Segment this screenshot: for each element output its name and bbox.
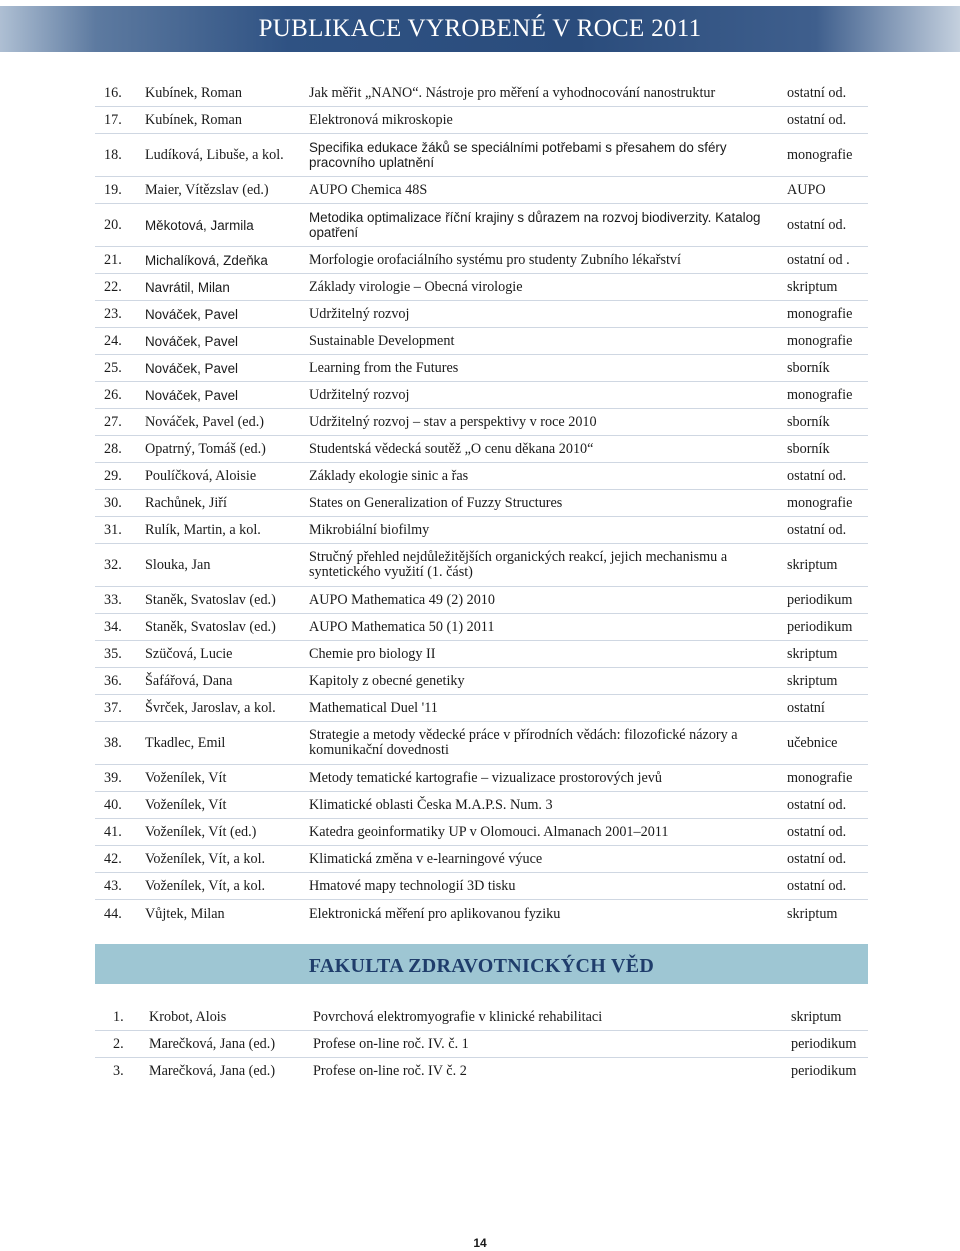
- row-type: periodikum: [787, 591, 853, 608]
- row-title: Povrchová elektromyografie v klinické rehabilitaci: [313, 1008, 603, 1025]
- row-type: monografie: [787, 494, 853, 511]
- table-row: [95, 900, 868, 928]
- row-author: Marečková, Jana (ed.): [149, 1035, 276, 1052]
- row-number: 39.: [104, 769, 122, 786]
- row-type: monografie: [787, 769, 853, 786]
- table-row: [95, 517, 868, 544]
- row-author: Nováček, Pavel: [145, 306, 239, 322]
- table-row: [95, 382, 868, 409]
- row-title: Morfologie orofaciálního systému pro studenty Zubního lékařství: [309, 251, 681, 268]
- table-row: [95, 722, 868, 765]
- table-row: [95, 274, 868, 301]
- row-number: 24.: [104, 332, 122, 349]
- row-title: Kapitoly z obecné genetiky: [309, 672, 465, 689]
- row-author: Staněk, Svatoslav (ed.): [145, 591, 276, 608]
- publications-table: [95, 80, 868, 928]
- row-title: Katedra geoinformatiky UP v Olomouci. Almanach 2001–2011: [309, 823, 669, 840]
- row-title: Stručný přehled nejdůležitějších organických reakcí, jejich mechanismu a syntetického využití (1. část): [309, 549, 728, 580]
- table-row: [95, 846, 868, 873]
- row-number: 40.: [104, 796, 122, 813]
- row-number: 25.: [104, 359, 122, 376]
- table-row: [95, 792, 868, 819]
- table-row: [95, 177, 868, 204]
- row-number: 22.: [104, 278, 122, 295]
- row-author: Nováček, Pavel (ed.): [145, 413, 264, 430]
- row-author: Rachůnek, Jiří: [145, 494, 227, 511]
- row-type: monografie: [787, 332, 853, 349]
- row-number: 42.: [104, 850, 122, 867]
- row-title: AUPO Mathematica 50 (1) 2011: [309, 618, 495, 635]
- row-type: skriptum: [787, 645, 838, 662]
- row-type: AUPO: [787, 181, 826, 198]
- row-number: 17.: [104, 111, 122, 128]
- row-number: 38.: [104, 734, 122, 751]
- page-title: PUBLIKACE VYROBENÉ V ROCE 2011: [258, 15, 702, 42]
- row-type: ostatní od.: [787, 823, 847, 840]
- row-number: 2.: [113, 1035, 124, 1052]
- table-row: [95, 819, 868, 846]
- row-type: sborník: [787, 359, 830, 376]
- table-row: [95, 409, 868, 436]
- row-title: Metody tematické kartografie – vizualizace prostorových jevů: [309, 769, 662, 786]
- row-title: Strategie a metody vědecké práce v přírodních vědách: filozofické názory a komunikační dovednosti: [309, 727, 738, 758]
- table-row: [95, 1058, 868, 1084]
- row-title: Learning from the Futures: [309, 359, 459, 376]
- row-author: Maier, Vítězslav (ed.): [145, 181, 269, 198]
- row-type: ostatní od.: [787, 111, 847, 128]
- row-type: učebnice: [787, 734, 838, 751]
- faculty-publications-table: [95, 1004, 868, 1084]
- row-author: Staněk, Svatoslav (ed.): [145, 618, 276, 635]
- row-title: AUPO Mathematica 49 (2) 2010: [309, 591, 495, 608]
- row-number: 18.: [104, 146, 122, 163]
- table-row: [95, 873, 868, 900]
- row-author: Měkotová, Jarmila: [145, 217, 254, 233]
- row-type: skriptum: [787, 905, 838, 922]
- row-author: Voženílek, Vít, a kol.: [145, 850, 266, 867]
- row-number: 34.: [104, 618, 122, 635]
- row-number: 32.: [104, 556, 122, 573]
- row-author: Šafářová, Dana: [145, 672, 233, 689]
- table-row: [95, 587, 868, 614]
- section-title: FAKULTA ZDRAVOTNICKÝCH VĚD: [308, 955, 655, 977]
- row-number: 23.: [104, 305, 122, 322]
- row-number: 29.: [104, 467, 122, 484]
- table-row: [95, 80, 868, 107]
- row-author: Szüčová, Lucie: [145, 645, 233, 662]
- table-row: [95, 614, 868, 641]
- row-title: Základy ekologie sinic a řas: [309, 467, 469, 484]
- row-title: Metodika optimalizace říční krajiny s důrazem na rozvoj biodiverzity. Katalog opatření: [309, 210, 761, 240]
- row-title: Sustainable Development: [309, 332, 455, 349]
- row-number: 44.: [104, 905, 122, 922]
- table-row: [95, 641, 868, 668]
- table-row: [95, 668, 868, 695]
- row-title: AUPO Chemica 48S: [309, 181, 428, 198]
- row-title: Jak měřit „NANO“. Nástroje pro měření a vyhodnocování nanostruktur: [309, 84, 716, 101]
- row-title: Elektronová mikroskopie: [309, 111, 453, 128]
- row-number: 19.: [104, 181, 122, 198]
- row-title: Klimatická změna v e-learningové výuce: [309, 850, 543, 867]
- row-author: Michalíková, Zdeňka: [145, 252, 268, 268]
- table-row: [95, 490, 868, 517]
- row-author: Tkadlec, Emil: [145, 734, 226, 751]
- row-author: Ludíková, Libuše, a kol.: [145, 146, 284, 163]
- row-title: Studentská vědecká soutěž „O cenu děkana 2010“: [309, 440, 594, 457]
- table-row: [95, 204, 868, 247]
- row-type: skriptum: [787, 672, 838, 689]
- page-banner: [0, 6, 960, 52]
- row-number: 16.: [104, 84, 122, 101]
- row-author: Slouka, Jan: [145, 556, 211, 573]
- row-number: 27.: [104, 413, 122, 430]
- row-author: Voženílek, Vít, a kol.: [145, 877, 266, 894]
- row-author: Švrček, Jaroslav, a kol.: [145, 699, 276, 716]
- row-author: Poulíčková, Aloisie: [145, 467, 257, 484]
- table-row: [95, 463, 868, 490]
- table-row: [95, 1031, 868, 1058]
- row-type: periodikum: [791, 1062, 857, 1079]
- row-author: Kubínek, Roman: [145, 84, 242, 101]
- row-title: Elektronická měření pro aplikovanou fyziku: [309, 905, 561, 922]
- row-author: Voženílek, Vít: [145, 769, 227, 786]
- row-type: monografie: [787, 305, 853, 322]
- row-type: sborník: [787, 413, 830, 430]
- page-number: 14: [473, 1236, 487, 1250]
- row-number: 41.: [104, 823, 122, 840]
- row-type: ostatní od .: [787, 251, 850, 268]
- row-author: Rulík, Martin, a kol.: [145, 521, 261, 538]
- row-type: ostatní od.: [787, 850, 847, 867]
- row-number: 26.: [104, 386, 122, 403]
- row-number: 37.: [104, 699, 122, 716]
- row-title: Mathematical Duel '11: [309, 699, 438, 716]
- row-title: Specifika edukace žáků se speciálními potřebami s přesahem do sféry pracovního uplatnění: [309, 140, 727, 170]
- table-row: [95, 134, 868, 177]
- row-number: 35.: [104, 645, 122, 662]
- row-type: ostatní: [787, 699, 825, 716]
- table-row: [95, 247, 868, 274]
- table-row: [95, 695, 868, 722]
- table-row: [95, 107, 868, 134]
- row-author: Marečková, Jana (ed.): [149, 1062, 276, 1079]
- row-number: 31.: [104, 521, 122, 538]
- row-number: 1.: [113, 1008, 124, 1025]
- table-row: [95, 436, 868, 463]
- row-type: monografie: [787, 146, 853, 163]
- row-number: 36.: [104, 672, 122, 689]
- row-title: Chemie pro biology II: [309, 645, 436, 662]
- row-type: ostatní od.: [787, 84, 847, 101]
- row-type: skriptum: [787, 556, 838, 573]
- row-number: 21.: [104, 251, 122, 268]
- row-number: 33.: [104, 591, 122, 608]
- row-number: 43.: [104, 877, 122, 894]
- row-title: Profese on-line roč. IV. č. 1: [313, 1035, 469, 1052]
- row-title: States on Generalization of Fuzzy Structures: [309, 494, 563, 511]
- row-type: ostatní od.: [787, 216, 847, 233]
- row-type: ostatní od.: [787, 521, 847, 538]
- row-title: Udržitelný rozvoj – stav a perspektivy v roce 2010: [309, 413, 597, 430]
- row-type: skriptum: [787, 278, 838, 295]
- row-type: periodikum: [791, 1035, 857, 1052]
- row-author: Nováček, Pavel: [145, 360, 239, 376]
- row-type: monografie: [787, 386, 853, 403]
- row-title: Mikrobiální biofilmy: [309, 521, 430, 538]
- row-number: 3.: [113, 1062, 124, 1079]
- row-title: Základy virologie – Obecná virologie: [309, 278, 523, 295]
- row-title: Profese on-line roč. IV č. 2: [313, 1062, 467, 1079]
- row-author: Krobot, Alois: [149, 1008, 227, 1025]
- row-author: Nováček, Pavel: [145, 387, 239, 403]
- table-row: [95, 1004, 868, 1031]
- row-author: Vůjtek, Milan: [145, 905, 225, 922]
- table-row: [95, 765, 868, 792]
- table-row: [95, 544, 868, 587]
- row-type: ostatní od.: [787, 467, 847, 484]
- row-author: Kubínek, Roman: [145, 111, 242, 128]
- row-author: Voženílek, Vít (ed.): [145, 823, 257, 840]
- row-number: 28.: [104, 440, 122, 457]
- row-number: 20.: [104, 216, 122, 233]
- row-type: skriptum: [791, 1008, 842, 1025]
- row-type: ostatní od.: [787, 877, 847, 894]
- table-row: [95, 301, 868, 328]
- row-title: Udržitelný rozvoj: [309, 305, 410, 322]
- row-author: Nováček, Pavel: [145, 333, 239, 349]
- section-header: [95, 944, 868, 984]
- row-title: Hmatové mapy technologií 3D tisku: [309, 877, 516, 894]
- row-title: Klimatické oblasti Česka M.A.P.S. Num. 3: [309, 796, 553, 813]
- row-type: sborník: [787, 440, 830, 457]
- row-type: periodikum: [787, 618, 853, 635]
- row-author: Opatrný, Tomáš (ed.): [145, 440, 266, 457]
- row-author: Navrátil, Milan: [145, 279, 230, 295]
- row-type: ostatní od.: [787, 796, 847, 813]
- row-number: 30.: [104, 494, 122, 511]
- table-row: [95, 328, 868, 355]
- table-row: [95, 355, 868, 382]
- row-title: Udržitelný rozvoj: [309, 386, 410, 403]
- row-author: Voženílek, Vít: [145, 796, 227, 813]
